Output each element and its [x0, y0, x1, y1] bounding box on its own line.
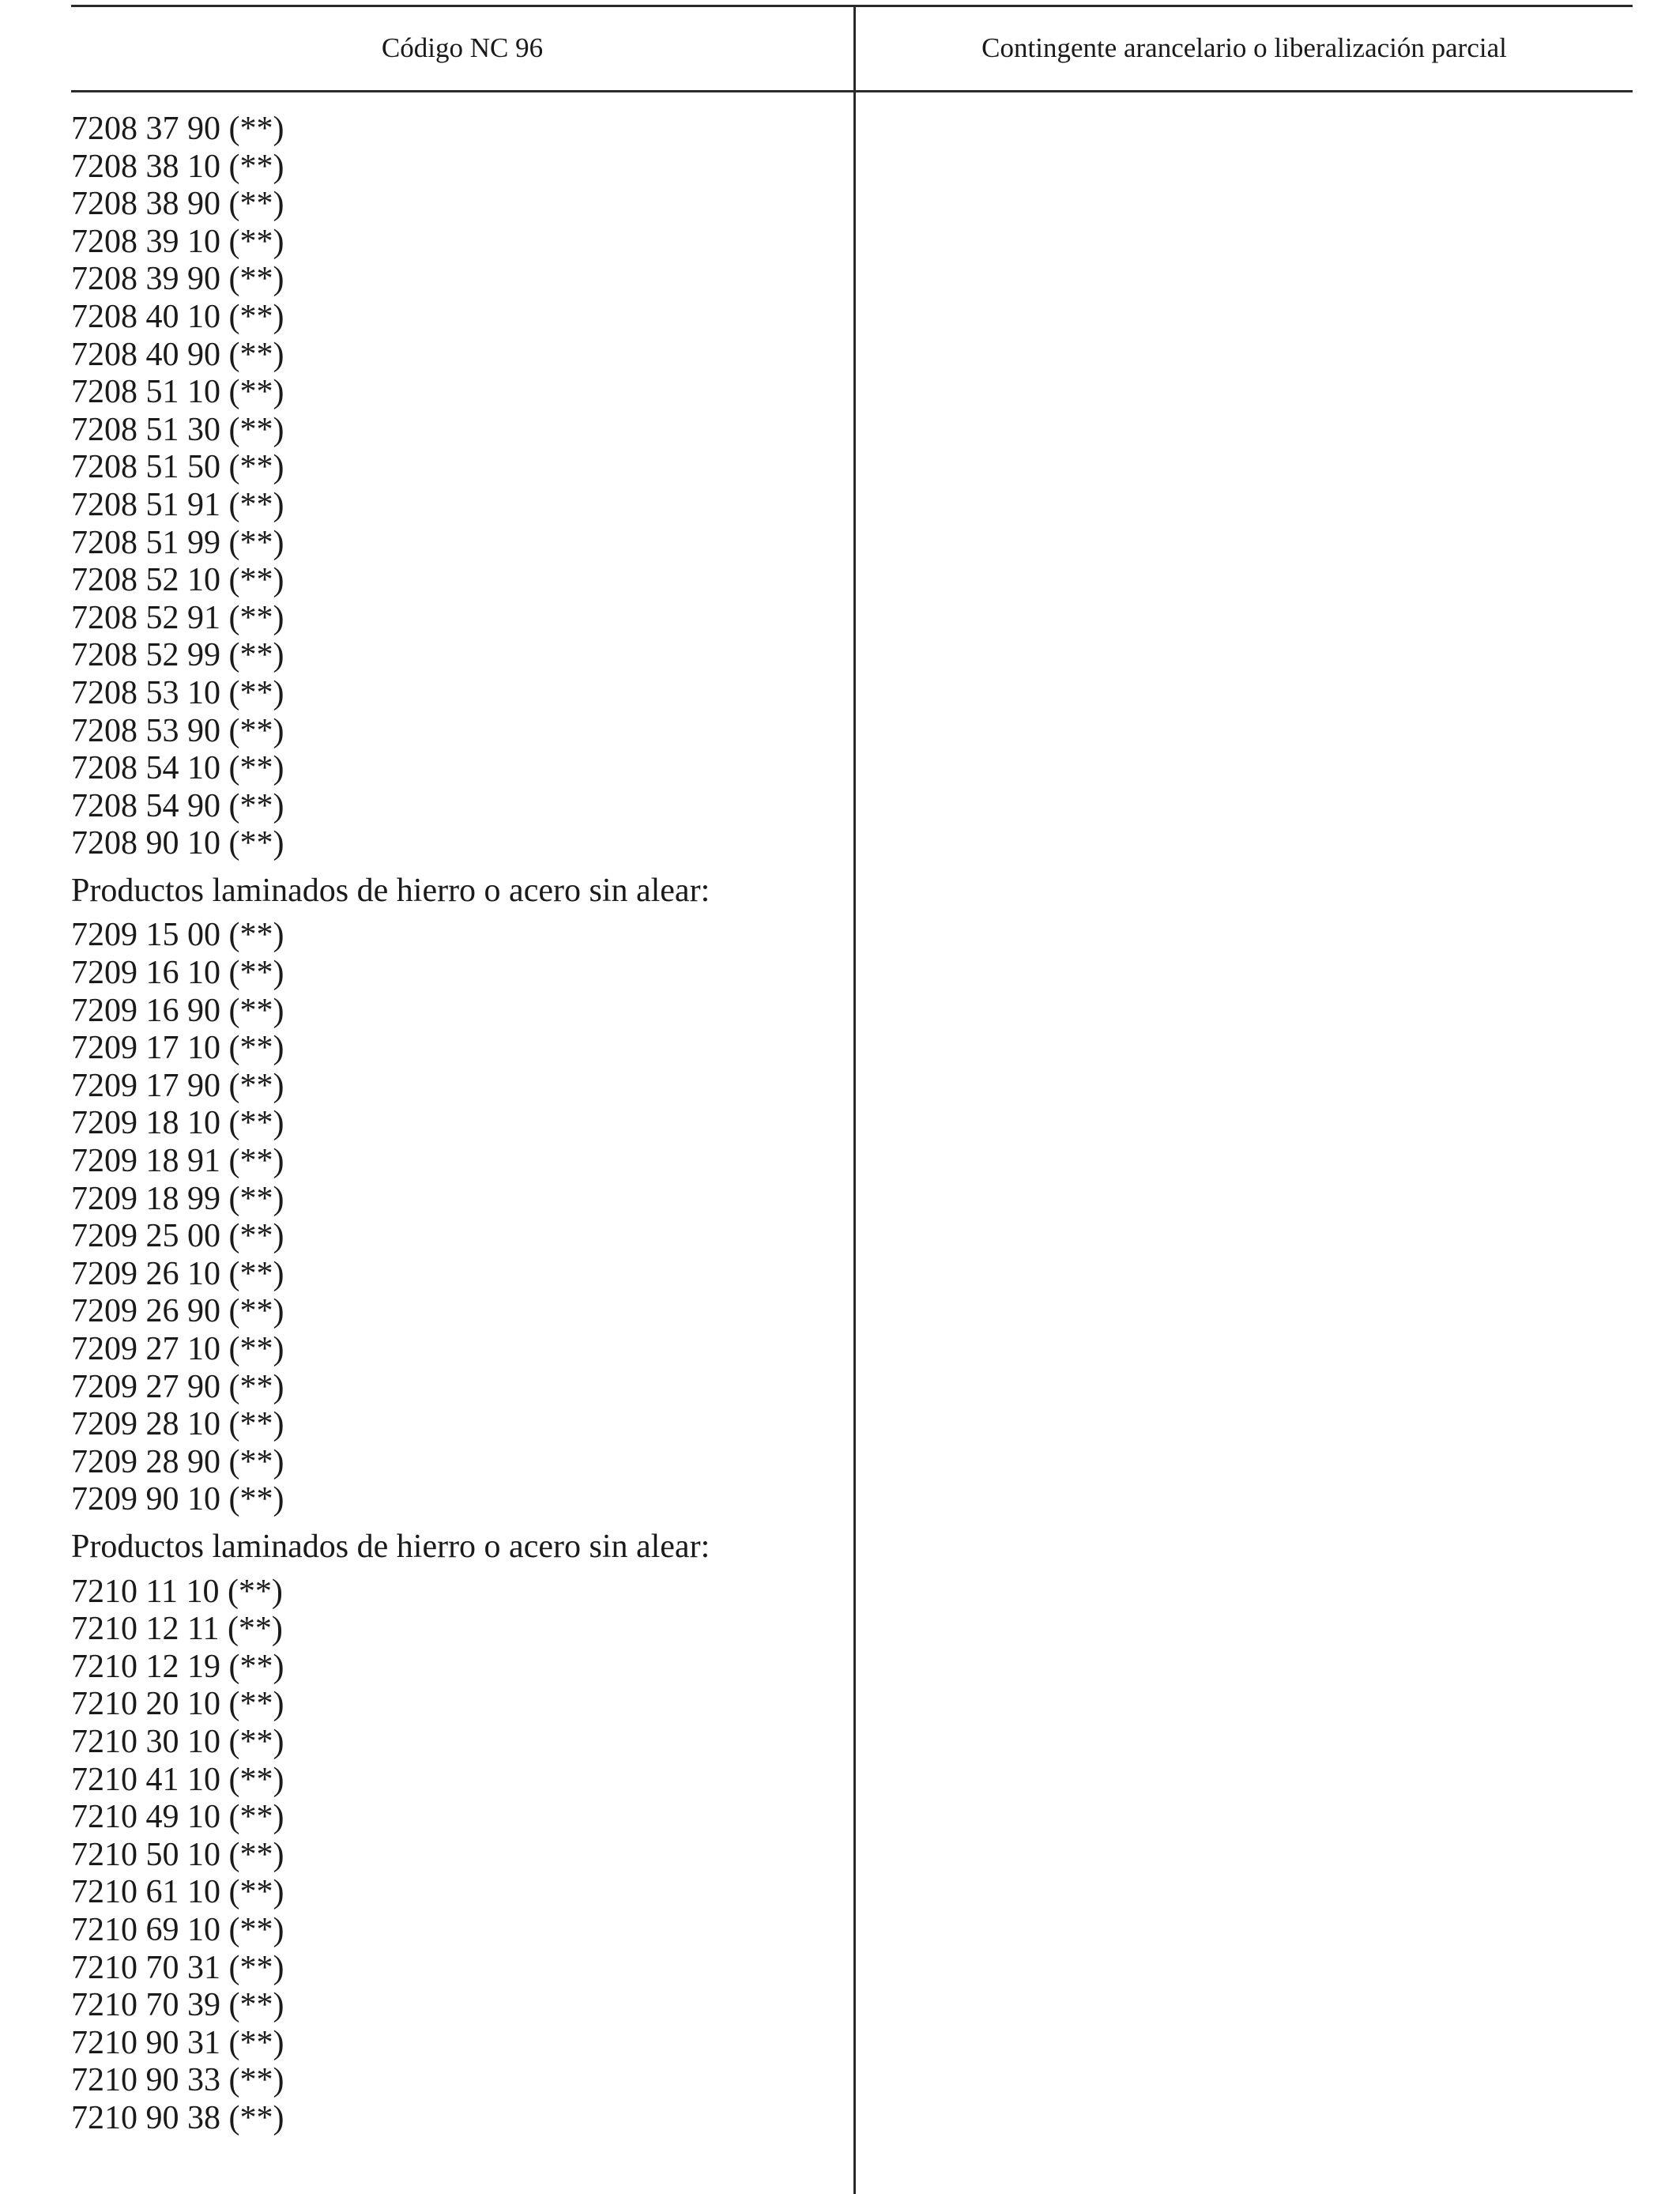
- code-group: [71, 111, 846, 863]
- code-row: 7208 53 90 (**): [71, 712, 284, 749]
- code-row: 7208 38 10 (**): [71, 148, 284, 185]
- code-row: 7210 30 10 (**): [71, 1723, 284, 1760]
- code-row: 7208 54 90 (**): [71, 787, 284, 824]
- group-heading: Productos laminados de hierro o acero sin alear:: [71, 872, 710, 909]
- code-row: 7208 90 10 (**): [71, 825, 284, 862]
- code-row: 7208 38 90 (**): [71, 186, 284, 223]
- code-row: 7208 51 91 (**): [71, 486, 284, 523]
- code-row: 7209 27 90 (**): [71, 1368, 284, 1405]
- code-row: 7209 18 91 (**): [71, 1143, 284, 1180]
- code-row: 7210 61 10 (**): [71, 1874, 284, 1911]
- code-row: 7209 26 10 (**): [71, 1255, 284, 1292]
- code-row: 7208 51 30 (**): [71, 411, 284, 448]
- table-header-rule: [71, 90, 1633, 92]
- code-row: 7209 16 10 (**): [71, 955, 284, 992]
- code-group: [71, 1529, 846, 2138]
- code-row: 7209 18 99 (**): [71, 1180, 284, 1217]
- code-row: 7210 90 38 (**): [71, 2099, 284, 2136]
- code-row: 7208 54 10 (**): [71, 750, 284, 787]
- code-row: 7208 51 10 (**): [71, 374, 284, 411]
- code-row: 7210 49 10 (**): [71, 1799, 284, 1836]
- code-row: 7209 90 10 (**): [71, 1481, 284, 1518]
- code-row: 7208 52 99 (**): [71, 637, 284, 674]
- code-row: 7208 39 90 (**): [71, 261, 284, 298]
- column-header-quota: Contingente arancelario o liberalización parcial: [981, 32, 1507, 63]
- code-row: 7210 90 31 (**): [71, 2024, 284, 2061]
- code-group: [71, 873, 846, 1519]
- code-row: 7208 40 90 (**): [71, 336, 284, 373]
- code-row: 7210 90 33 (**): [71, 2062, 284, 2099]
- code-row: 7208 52 91 (**): [71, 599, 284, 636]
- code-row: 7208 52 10 (**): [71, 562, 284, 599]
- code-row: 7208 39 10 (**): [71, 223, 284, 260]
- group-heading: Productos laminados de hierro o acero sin alear:: [71, 1528, 710, 1565]
- code-column: [71, 111, 846, 2137]
- code-row: 7210 11 10 (**): [71, 1573, 283, 1610]
- code-row: 7208 51 50 (**): [71, 449, 284, 486]
- column-header-code: Código NC 96: [381, 32, 544, 63]
- code-row: 7208 53 10 (**): [71, 674, 284, 711]
- code-row: 7209 26 90 (**): [71, 1293, 284, 1330]
- code-row: 7209 28 10 (**): [71, 1406, 284, 1443]
- code-row: 7210 41 10 (**): [71, 1761, 284, 1798]
- code-row: 7209 17 10 (**): [71, 1030, 284, 1067]
- code-row: 7210 50 10 (**): [71, 1836, 284, 1873]
- column-divider: [853, 5, 856, 2194]
- code-row: 7210 12 19 (**): [71, 1648, 284, 1685]
- code-row: 7208 40 10 (**): [71, 298, 284, 335]
- code-row: 7210 20 10 (**): [71, 1686, 284, 1723]
- code-row: 7209 15 00 (**): [71, 917, 284, 954]
- code-row: 7208 51 99 (**): [71, 524, 284, 561]
- code-row: 7210 69 10 (**): [71, 1911, 284, 1948]
- code-row: 7209 17 90 (**): [71, 1067, 284, 1104]
- code-row: 7208 37 90 (**): [71, 111, 284, 147]
- code-row: 7209 27 10 (**): [71, 1331, 284, 1367]
- code-row: 7209 18 10 (**): [71, 1105, 284, 1142]
- code-row: 7210 12 11 (**): [71, 1611, 283, 1648]
- code-row: 7210 70 39 (**): [71, 1987, 284, 2024]
- code-row: 7210 70 31 (**): [71, 1949, 284, 1986]
- code-row: 7209 28 90 (**): [71, 1443, 284, 1480]
- code-row: 7209 25 00 (**): [71, 1218, 284, 1255]
- code-row: 7209 16 90 (**): [71, 992, 284, 1029]
